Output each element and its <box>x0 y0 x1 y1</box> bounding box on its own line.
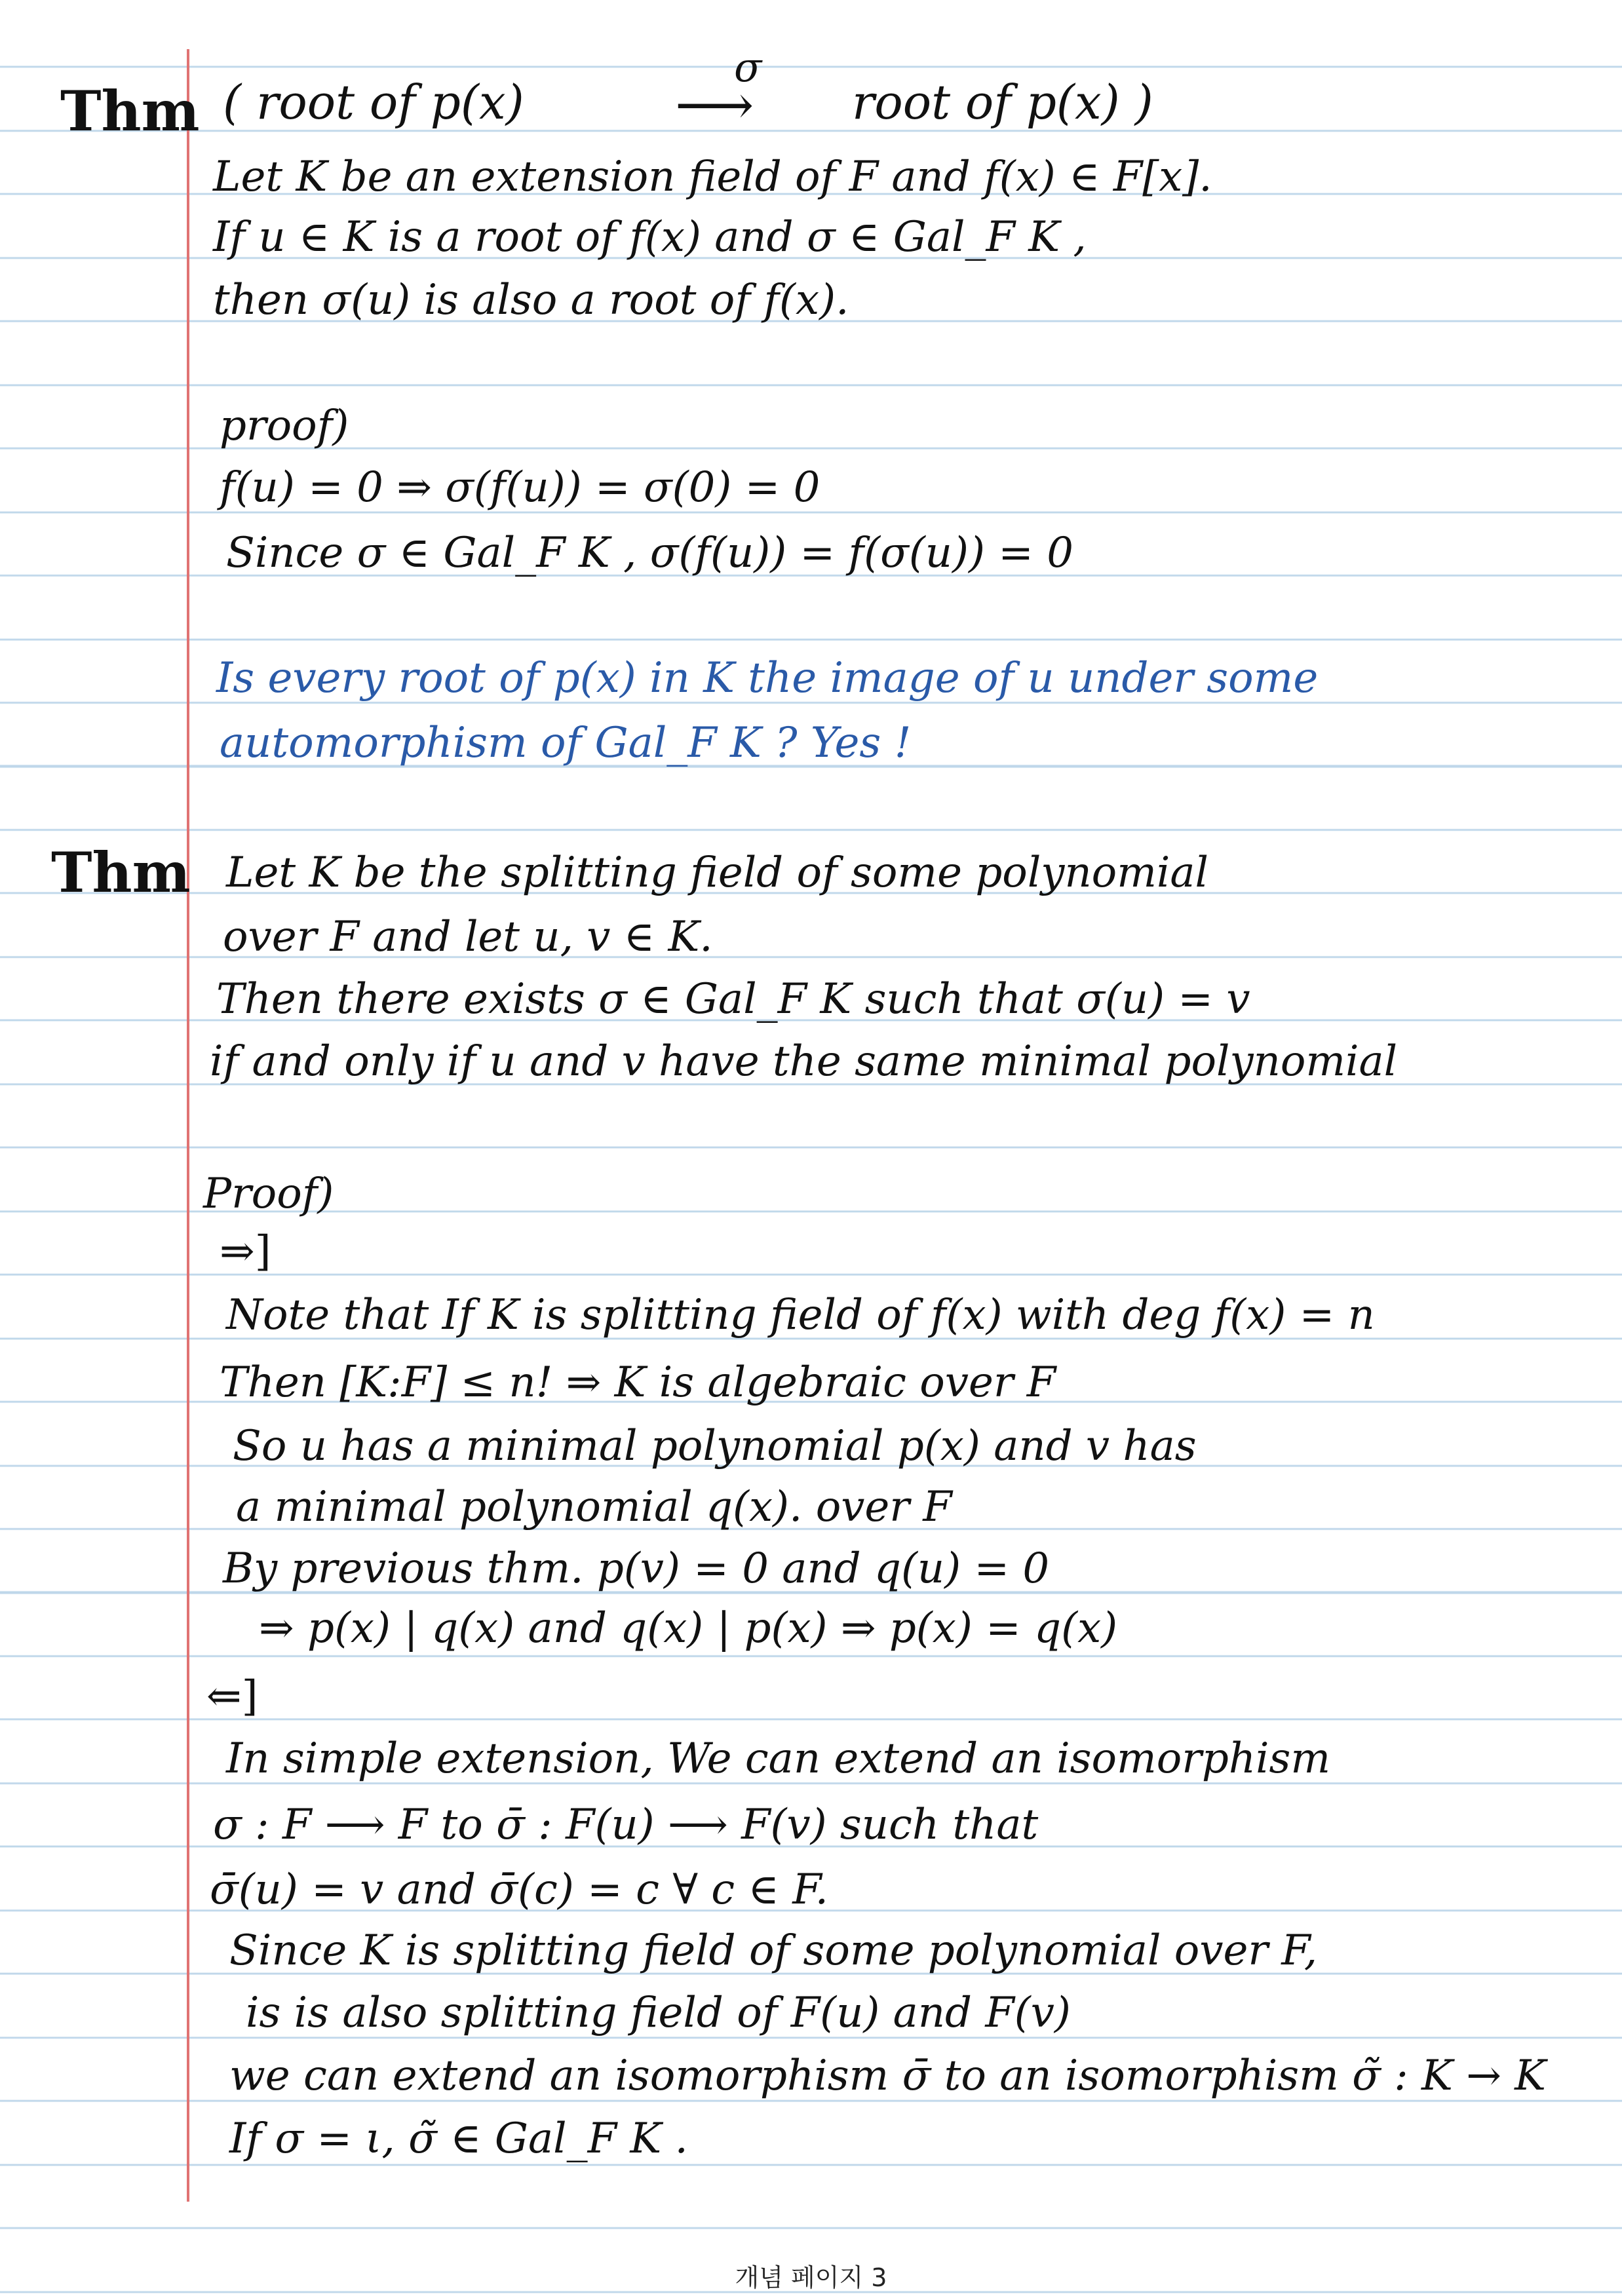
question-line-2: automorphism of Gal_F K ? Yes ! <box>220 719 912 767</box>
arrow-sigma-label: σ <box>734 43 762 91</box>
thm1-line-2: If u ∈ K is a root of f(x) and σ ∈ Gal_F K , <box>213 213 1087 261</box>
margin-line <box>187 49 189 2202</box>
proof1-line-2: Since σ ∈ Gal_F K , σ(f(u)) = f(σ(u)) = 0 <box>226 529 1073 577</box>
thm2-line-1: Let K be the splitting field of some polynomial <box>226 849 1208 897</box>
backward-line-3: σ̄(u) = v and σ̄(c) = c ∀ c ∈ F. <box>210 1866 828 1914</box>
thm2-line-2: over F and let u, v ∈ K. <box>223 913 713 961</box>
thm1-line-1: Let K be an extension field of F and f(x) ∈ F[x]. <box>213 153 1212 201</box>
thm1-title-right: root of p(x) ) <box>852 75 1153 130</box>
forward-line-6: ⇒ p(x) | q(x) and q(x) | p(x) ⇒ p(x) = q(x) <box>259 1604 1118 1653</box>
backward-line-1: In simple extension, We can extend an isomorphism <box>226 1734 1331 1783</box>
forward-line-5: By previous thm. p(v) = 0 and q(u) = 0 <box>223 1544 1050 1593</box>
forward-line-3: So u has a minimal polynomial p(x) and v has <box>233 1422 1197 1470</box>
page-footer: 개념 페이지 3 <box>735 2263 887 2292</box>
thm1-title-left: ( root of p(x) <box>223 75 524 130</box>
question-line-1: Is every root of p(x) in K the image of u under some <box>216 654 1319 702</box>
arrow-icon: ⟶ <box>675 73 754 137</box>
backward-line-4: Since K is splitting field of some polynomial over F, <box>229 1926 1318 1975</box>
forward-line-2: Then [K:F] ≤ n! ⇒ K is algebraic over F <box>220 1358 1056 1407</box>
backward-direction-mark: ⇐] <box>206 1672 258 1721</box>
thm2-label: Thm <box>51 840 191 905</box>
forward-direction-mark: ⇒] <box>220 1227 271 1276</box>
thm2-line-3: Then there exists σ ∈ Gal_F K such that σ(u) = v <box>216 975 1250 1024</box>
thm1-line-3: then σ(u) is also a root of f(x). <box>213 276 849 324</box>
proof1-line-1: f(u) = 0 ⇒ σ(f(u)) = σ(0) = 0 <box>220 463 821 512</box>
proof1-label: proof) <box>220 402 349 450</box>
forward-line-4: a minimal polynomial q(x). over F <box>236 1483 952 1531</box>
forward-line-1: Note that If K is splitting field of f(x) with deg f(x) = n <box>226 1291 1375 1339</box>
backward-line-6: we can extend an isomorphism σ̄ to an isomorphism σ̃ : K → K <box>229 2052 1546 2100</box>
backward-line-7: If σ = ι, σ̃ ∈ Gal_F K . <box>229 2114 688 2163</box>
thm1-label: Thm <box>60 79 200 144</box>
backward-line-5: is is also splitting field of F(u) and F(v) <box>246 1989 1071 2037</box>
proof2-label: Proof) <box>203 1170 334 1218</box>
thm2-line-4: if and only if u and v have the same minimal polynomial <box>210 1037 1398 1086</box>
backward-line-2: σ : F ⟶ F to σ̄ : F(u) ⟶ F(v) such that <box>213 1801 1039 1849</box>
